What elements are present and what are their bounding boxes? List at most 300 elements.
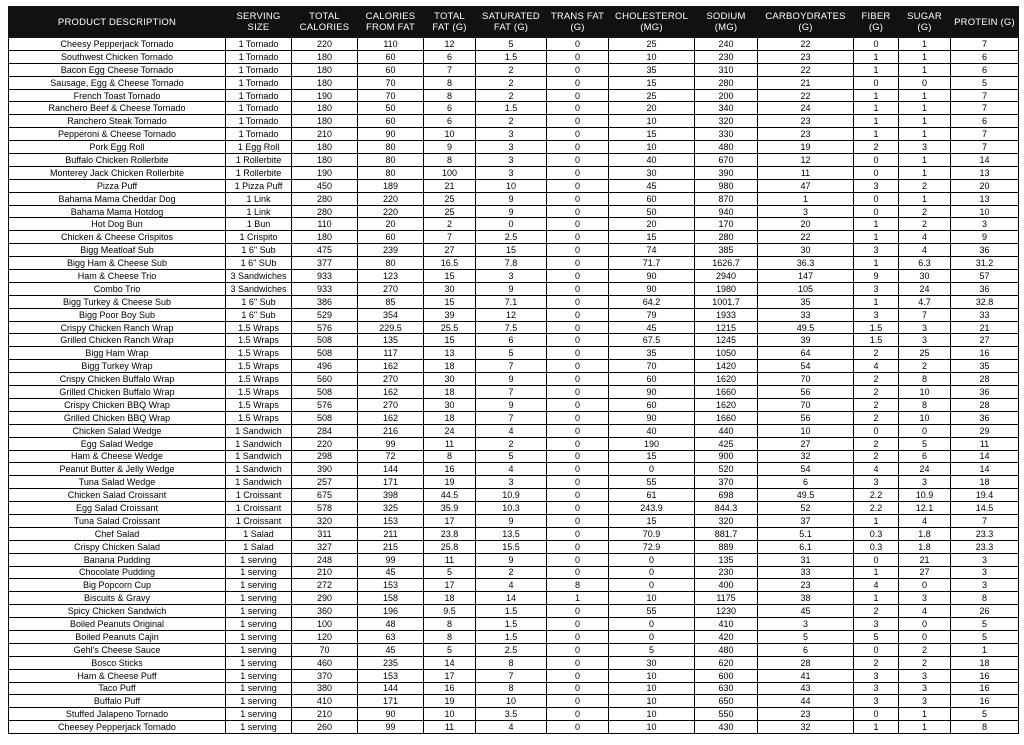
nutrition-value-cell: 1933 [695, 308, 758, 321]
nutrition-value-cell: 508 [292, 334, 358, 347]
nutrition-value-cell: 0 [547, 386, 609, 399]
product-name-cell: Ranchero Steak Tornado [9, 115, 226, 128]
nutrition-value-cell: 0 [547, 334, 609, 347]
nutrition-value-cell: 4 [476, 579, 547, 592]
table-row [9, 89, 1019, 102]
nutrition-value-cell: 0 [547, 476, 609, 489]
nutrition-value-cell: 24 [899, 463, 951, 476]
nutrition-value-cell: 1 Sandwich [226, 424, 292, 437]
product-name-cell: Biscuits & Gravy [9, 592, 226, 605]
nutrition-value-cell: 30 [424, 373, 476, 386]
nutrition-value-cell: 5 [758, 630, 854, 643]
nutrition-value-cell: 32.8 [951, 295, 1019, 308]
nutrition-value-cell: 7.1 [476, 295, 547, 308]
nutrition-value-cell: 1 [899, 50, 951, 63]
nutrition-value-cell: 980 [695, 179, 758, 192]
nutrition-value-cell: 10 [609, 50, 695, 63]
nutrition-value-cell: 9 [854, 270, 899, 283]
nutrition-value-cell: 15 [424, 334, 476, 347]
nutrition-value-cell: 0 [609, 630, 695, 643]
nutrition-value-cell: 230 [695, 50, 758, 63]
nutrition-value-cell: 410 [292, 695, 358, 708]
nutrition-value-cell: 1 Salad [226, 527, 292, 540]
nutrition-value-cell: 870 [695, 192, 758, 205]
nutrition-value-cell: 430 [695, 721, 758, 734]
nutrition-value-cell: 18 [951, 656, 1019, 669]
nutrition-value-cell: 38 [758, 592, 854, 605]
nutrition-value-cell: 17 [424, 579, 476, 592]
nutrition-value-cell: 1 Pizza Puff [226, 179, 292, 192]
nutrition-value-cell: 10 [476, 179, 547, 192]
nutrition-value-cell: 1 6" SUb [226, 257, 292, 270]
nutrition-value-cell: 14 [951, 154, 1019, 167]
nutrition-value-cell: 370 [695, 476, 758, 489]
nutrition-value-cell: 153 [358, 579, 424, 592]
nutrition-value-cell: 50 [609, 205, 695, 218]
nutrition-value-cell: 25 [899, 347, 951, 360]
nutrition-value-cell: 284 [292, 424, 358, 437]
nutrition-value-cell: 6 [424, 50, 476, 63]
nutrition-value-cell: 1 [854, 231, 899, 244]
nutrition-value-cell: 24 [424, 424, 476, 437]
table-row [9, 115, 1019, 128]
nutrition-value-cell: 60 [609, 398, 695, 411]
nutrition-value-cell: 0 [609, 618, 695, 631]
nutrition-value-cell: 39 [424, 308, 476, 321]
column-header: CALORIES FROM FAT [358, 7, 424, 38]
nutrition-value-cell: 0 [476, 218, 547, 231]
table-row [9, 592, 1019, 605]
nutrition-value-cell: 20 [358, 218, 424, 231]
product-name-cell: Boiled Peanuts Original [9, 618, 226, 631]
nutrition-value-cell: 0 [547, 630, 609, 643]
nutrition-value-cell: 0 [609, 579, 695, 592]
column-header: TOTAL CALORIES [292, 7, 358, 38]
nutrition-value-cell: 3 [951, 553, 1019, 566]
nutrition-value-cell: 1 [899, 128, 951, 141]
nutrition-value-cell: 14 [951, 463, 1019, 476]
nutrition-value-cell: 23 [758, 128, 854, 141]
nutrition-value-cell: 425 [695, 437, 758, 450]
product-name-cell: French Toast Tornado [9, 89, 226, 102]
nutrition-value-cell: 311 [292, 527, 358, 540]
nutrition-value-cell: 22 [758, 231, 854, 244]
nutrition-value-cell: 74 [609, 244, 695, 257]
nutrition-value-cell: 529 [292, 308, 358, 321]
nutrition-value-cell: 3 [854, 282, 899, 295]
nutrition-value-cell: 1 [854, 218, 899, 231]
nutrition-value-cell: 45 [358, 643, 424, 656]
product-name-cell: Cheesy Pepperjack Tornado [9, 38, 226, 51]
nutrition-value-cell: 1 [899, 708, 951, 721]
nutrition-value-cell: 72 [358, 450, 424, 463]
nutrition-value-cell: 1 [547, 592, 609, 605]
nutrition-value-cell: 1 [854, 89, 899, 102]
nutrition-value-cell: 21 [951, 321, 1019, 334]
nutrition-value-cell: 24 [899, 282, 951, 295]
nutrition-value-cell: 16 [951, 347, 1019, 360]
nutrition-value-cell: 10 [424, 128, 476, 141]
nutrition-value-cell: 5 [476, 450, 547, 463]
nutrition-value-cell: 0 [547, 411, 609, 424]
column-header: FIBER (G) [854, 7, 899, 38]
nutrition-value-cell: 0 [547, 257, 609, 270]
nutrition-value-cell: 0 [899, 76, 951, 89]
nutrition-value-cell: 1 Crispito [226, 231, 292, 244]
table-row [9, 605, 1019, 618]
nutrition-value-cell: 475 [292, 244, 358, 257]
nutrition-value-cell: 10 [424, 708, 476, 721]
nutrition-value-cell: 0 [547, 618, 609, 631]
nutrition-value-cell: 35 [609, 347, 695, 360]
nutrition-value-cell: 5 [424, 566, 476, 579]
nutrition-value-cell: 10 [609, 695, 695, 708]
table-row [9, 527, 1019, 540]
nutrition-value-cell: 1 [854, 115, 899, 128]
nutrition-value-cell: 10 [476, 695, 547, 708]
product-name-cell: Chicken Salad Croissant [9, 489, 226, 502]
nutrition-value-cell: 11 [758, 166, 854, 179]
nutrition-value-cell: 153 [358, 669, 424, 682]
nutrition-value-cell: 11 [424, 553, 476, 566]
nutrition-value-cell: 25 [424, 192, 476, 205]
nutrition-value-cell: 9 [476, 373, 547, 386]
table-row [9, 643, 1019, 656]
product-name-cell: Bahama Mama Hotdog [9, 205, 226, 218]
nutrition-value-cell: 327 [292, 540, 358, 553]
nutrition-value-cell: 270 [358, 398, 424, 411]
nutrition-value-cell: 3 [854, 682, 899, 695]
nutrition-value-cell: 2.2 [854, 489, 899, 502]
nutrition-value-cell: 0 [547, 308, 609, 321]
nutrition-value-cell: 0 [547, 205, 609, 218]
table-body [9, 38, 1019, 734]
nutrition-value-cell: 8 [899, 373, 951, 386]
nutrition-value-cell: 3 [854, 695, 899, 708]
nutrition-value-cell: 410 [695, 618, 758, 631]
table-row [9, 489, 1019, 502]
nutrition-value-cell: 30 [609, 656, 695, 669]
nutrition-value-cell: 0 [547, 89, 609, 102]
nutrition-value-cell: 1 Sandwich [226, 450, 292, 463]
product-name-cell: Bacon Egg Cheese Tornado [9, 63, 226, 76]
nutrition-value-cell: 40 [609, 424, 695, 437]
nutrition-value-cell: 7.8 [476, 257, 547, 270]
nutrition-value-cell: 9 [476, 205, 547, 218]
nutrition-value-cell: 54 [758, 360, 854, 373]
nutrition-value-cell: 0 [547, 141, 609, 154]
table-row [9, 669, 1019, 682]
nutrition-value-cell: 135 [695, 553, 758, 566]
nutrition-value-cell: 1 [854, 566, 899, 579]
nutrition-value-cell: 1 [899, 192, 951, 205]
nutrition-value-cell: 243.9 [609, 502, 695, 515]
nutrition-value-cell: 189 [358, 179, 424, 192]
nutrition-value-cell: 6 [758, 476, 854, 489]
table-row [9, 424, 1019, 437]
nutrition-value-cell: 16 [951, 695, 1019, 708]
nutrition-value-cell: 0 [854, 553, 899, 566]
table-row [9, 411, 1019, 424]
product-name-cell: Cheesey Pepperjack Tornado [9, 721, 226, 734]
nutrition-value-cell: 25.5 [424, 321, 476, 334]
nutrition-value-cell: 144 [358, 463, 424, 476]
nutrition-value-cell: 398 [358, 489, 424, 502]
nutrition-value-cell: 272 [292, 579, 358, 592]
nutrition-value-cell: 3 [854, 244, 899, 257]
nutrition-value-cell: 8 [424, 630, 476, 643]
nutrition-value-cell: 1660 [695, 411, 758, 424]
nutrition-value-cell: 71.7 [609, 257, 695, 270]
table-row [9, 231, 1019, 244]
nutrition-value-cell: 1 Tornado [226, 76, 292, 89]
nutrition-value-cell: 5 [609, 643, 695, 656]
nutrition-value-cell: 7 [951, 128, 1019, 141]
nutrition-value-cell: 4 [854, 579, 899, 592]
nutrition-value-cell: 8 [424, 450, 476, 463]
nutrition-value-cell: 35.9 [424, 502, 476, 515]
nutrition-value-cell: 1.5 Wraps [226, 347, 292, 360]
nutrition-value-cell: 37 [758, 514, 854, 527]
nutrition-value-cell: 1 serving [226, 669, 292, 682]
nutrition-value-cell: 35 [609, 63, 695, 76]
nutrition-value-cell: 2940 [695, 270, 758, 283]
nutrition-value-cell: 630 [695, 682, 758, 695]
product-name-cell: Buffalo Puff [9, 695, 226, 708]
nutrition-value-cell: 117 [358, 347, 424, 360]
nutrition-value-cell: 6 [758, 643, 854, 656]
nutrition-value-cell: 170 [695, 218, 758, 231]
nutrition-value-cell: 1626.7 [695, 257, 758, 270]
nutrition-value-cell: 8 [951, 721, 1019, 734]
nutrition-value-cell: 19 [424, 476, 476, 489]
nutrition-value-cell: 171 [358, 695, 424, 708]
nutrition-value-cell: 1 Croissant [226, 514, 292, 527]
nutrition-value-cell: 508 [292, 411, 358, 424]
nutrition-value-cell: 3 [854, 618, 899, 631]
nutrition-value-cell: 2.5 [476, 643, 547, 656]
table-row [9, 38, 1019, 51]
nutrition-value-cell: 1 Rollerbite [226, 154, 292, 167]
nutrition-value-cell: 0 [854, 424, 899, 437]
nutrition-value-cell: 28 [951, 373, 1019, 386]
nutrition-value-cell: 0 [854, 38, 899, 51]
nutrition-value-cell: 2 [854, 373, 899, 386]
nutrition-value-cell: 162 [358, 360, 424, 373]
nutrition-value-cell: 340 [695, 102, 758, 115]
nutrition-value-cell: 10 [609, 592, 695, 605]
nutrition-value-cell: 110 [358, 38, 424, 51]
nutrition-value-cell: 99 [358, 721, 424, 734]
nutrition-value-cell: 3 [476, 154, 547, 167]
nutrition-value-cell: 23.3 [951, 527, 1019, 540]
nutrition-value-cell: 5 [951, 618, 1019, 631]
nutrition-value-cell: 1 [951, 643, 1019, 656]
nutrition-value-cell: 90 [609, 386, 695, 399]
nutrition-value-cell: 1.5 [854, 321, 899, 334]
nutrition-value-cell: 3 [854, 179, 899, 192]
nutrition-value-cell: 3 [476, 166, 547, 179]
nutrition-value-cell: 5 [476, 38, 547, 51]
nutrition-value-cell: 200 [695, 89, 758, 102]
nutrition-value-cell: 3 [899, 592, 951, 605]
nutrition-value-cell: 480 [695, 141, 758, 154]
nutrition-value-cell: 280 [695, 231, 758, 244]
product-name-cell: Hot Dog Bun [9, 218, 226, 231]
nutrition-value-cell: 2 [476, 566, 547, 579]
nutrition-value-cell: 30 [424, 398, 476, 411]
nutrition-value-cell: 9 [951, 231, 1019, 244]
table-row [9, 386, 1019, 399]
product-name-cell: Spicy Chicken Sandwich [9, 605, 226, 618]
nutrition-value-cell: 8 [899, 398, 951, 411]
nutrition-value-cell: 3 [899, 669, 951, 682]
nutrition-value-cell: 1.5 [476, 102, 547, 115]
nutrition-value-cell: 1 [899, 115, 951, 128]
nutrition-value-cell: 1001.7 [695, 295, 758, 308]
nutrition-value-cell: 900 [695, 450, 758, 463]
nutrition-value-cell: 7 [424, 63, 476, 76]
nutrition-value-cell: 881.7 [695, 527, 758, 540]
nutrition-value-cell: 6 [424, 115, 476, 128]
nutrition-value-cell: 12 [476, 308, 547, 321]
nutrition-value-cell: 1 serving [226, 605, 292, 618]
nutrition-value-cell: 1 Egg Roll [226, 141, 292, 154]
product-name-cell: Ham & Cheese Wedge [9, 450, 226, 463]
nutrition-value-cell: 1 Tornado [226, 128, 292, 141]
nutrition-value-cell: 3 Sandwiches [226, 282, 292, 295]
nutrition-value-cell: 13 [424, 347, 476, 360]
nutrition-value-cell: 508 [292, 386, 358, 399]
nutrition-value-cell: 70 [292, 643, 358, 656]
nutrition-value-cell: 25 [424, 205, 476, 218]
nutrition-value-cell: 36 [951, 282, 1019, 295]
nutrition-value-cell: 0 [547, 424, 609, 437]
nutrition-value-cell: 15 [424, 270, 476, 283]
table-row [9, 540, 1019, 553]
nutrition-value-cell: 110 [292, 218, 358, 231]
product-name-cell: Pizza Puff [9, 179, 226, 192]
table-row [9, 360, 1019, 373]
nutrition-value-cell: 8 [476, 656, 547, 669]
nutrition-value-cell: 0 [547, 527, 609, 540]
product-name-cell: Ranchero Beef & Cheese Tornado [9, 102, 226, 115]
nutrition-value-cell: 3 [758, 618, 854, 631]
nutrition-value-cell: 18 [424, 592, 476, 605]
nutrition-value-cell: 16.5 [424, 257, 476, 270]
table-row [9, 373, 1019, 386]
nutrition-value-cell: 80 [358, 166, 424, 179]
product-name-cell: Chicken & Cheese Crispitos [9, 231, 226, 244]
nutrition-value-cell: 9 [476, 553, 547, 566]
product-name-cell: Grilled Chicken Ranch Wrap [9, 334, 226, 347]
nutrition-value-cell: 30 [424, 282, 476, 295]
nutrition-value-cell: 60 [358, 115, 424, 128]
nutrition-value-cell: 508 [292, 347, 358, 360]
nutrition-value-cell: 2 [899, 643, 951, 656]
nutrition-value-cell: 39 [758, 334, 854, 347]
nutrition-value-cell: 13.5 [476, 527, 547, 540]
nutrition-value-cell: 9 [424, 141, 476, 154]
column-header: SATURATED FAT (G) [476, 7, 547, 38]
nutrition-value-cell: 16 [424, 463, 476, 476]
nutrition-value-cell: 220 [358, 192, 424, 205]
nutrition-value-cell: 2 [476, 437, 547, 450]
nutrition-value-cell: 100 [424, 166, 476, 179]
nutrition-value-cell: 1 serving [226, 566, 292, 579]
nutrition-value-cell: 6 [951, 115, 1019, 128]
nutrition-value-cell: 190 [292, 89, 358, 102]
nutrition-value-cell: 1230 [695, 605, 758, 618]
nutrition-value-cell: 6.3 [899, 257, 951, 270]
product-name-cell: Stuffed Jalapeno Tornado [9, 708, 226, 721]
nutrition-value-cell: 4 [476, 721, 547, 734]
nutrition-value-cell: 85 [358, 295, 424, 308]
nutrition-value-cell: 1.5 Wraps [226, 360, 292, 373]
table-row [9, 321, 1019, 334]
nutrition-value-cell: 56 [758, 411, 854, 424]
nutrition-value-cell: 400 [695, 579, 758, 592]
nutrition-value-cell: 180 [292, 115, 358, 128]
nutrition-value-cell: 1.5 Wraps [226, 334, 292, 347]
table-row [9, 708, 1019, 721]
nutrition-value-cell: 670 [695, 154, 758, 167]
nutrition-value-cell: 5 [951, 708, 1019, 721]
nutrition-value-cell: 0 [854, 166, 899, 179]
nutrition-value-cell: 33 [758, 308, 854, 321]
table-row [9, 179, 1019, 192]
nutrition-value-cell: 1 Sandwich [226, 463, 292, 476]
table-row [9, 128, 1019, 141]
nutrition-value-cell: 325 [358, 502, 424, 515]
column-header: SERVING SIZE [226, 7, 292, 38]
nutrition-value-cell: 19.4 [951, 489, 1019, 502]
table-row [9, 102, 1019, 115]
nutrition-value-cell: 10 [609, 682, 695, 695]
table-row [9, 450, 1019, 463]
nutrition-value-cell: 1175 [695, 592, 758, 605]
nutrition-value-cell: 0 [547, 540, 609, 553]
nutrition-value-cell: 8 [424, 89, 476, 102]
nutrition-value-cell: 14.5 [951, 502, 1019, 515]
product-name-cell: Pork Egg Roll [9, 141, 226, 154]
nutrition-value-cell: 64 [758, 347, 854, 360]
product-name-cell: Crispy Chicken BBQ Wrap [9, 398, 226, 411]
nutrition-value-cell: 1 Tornado [226, 115, 292, 128]
nutrition-value-cell: 1.8 [899, 540, 951, 553]
nutrition-value-cell: 2.5 [476, 231, 547, 244]
table-row [9, 347, 1019, 360]
nutrition-value-cell: 0 [547, 115, 609, 128]
product-name-cell: Bosco Sticks [9, 656, 226, 669]
nutrition-value-cell: 11 [951, 437, 1019, 450]
nutrition-value-cell: 21 [758, 76, 854, 89]
column-header: PROTEIN (G) [951, 7, 1019, 38]
table-row [9, 502, 1019, 515]
nutrition-value-cell: 576 [292, 321, 358, 334]
nutrition-value-cell: 933 [292, 282, 358, 295]
nutrition-value-cell: 67.5 [609, 334, 695, 347]
nutrition-value-cell: 280 [695, 76, 758, 89]
nutrition-value-cell: 320 [695, 514, 758, 527]
nutrition-value-cell: 0.3 [854, 540, 899, 553]
nutrition-value-cell: 33 [951, 308, 1019, 321]
nutrition-table [8, 6, 1019, 734]
nutrition-value-cell: 18 [424, 360, 476, 373]
nutrition-value-cell: 1 Tornado [226, 102, 292, 115]
nutrition-value-cell: 25 [609, 38, 695, 51]
nutrition-value-cell: 3 [854, 476, 899, 489]
